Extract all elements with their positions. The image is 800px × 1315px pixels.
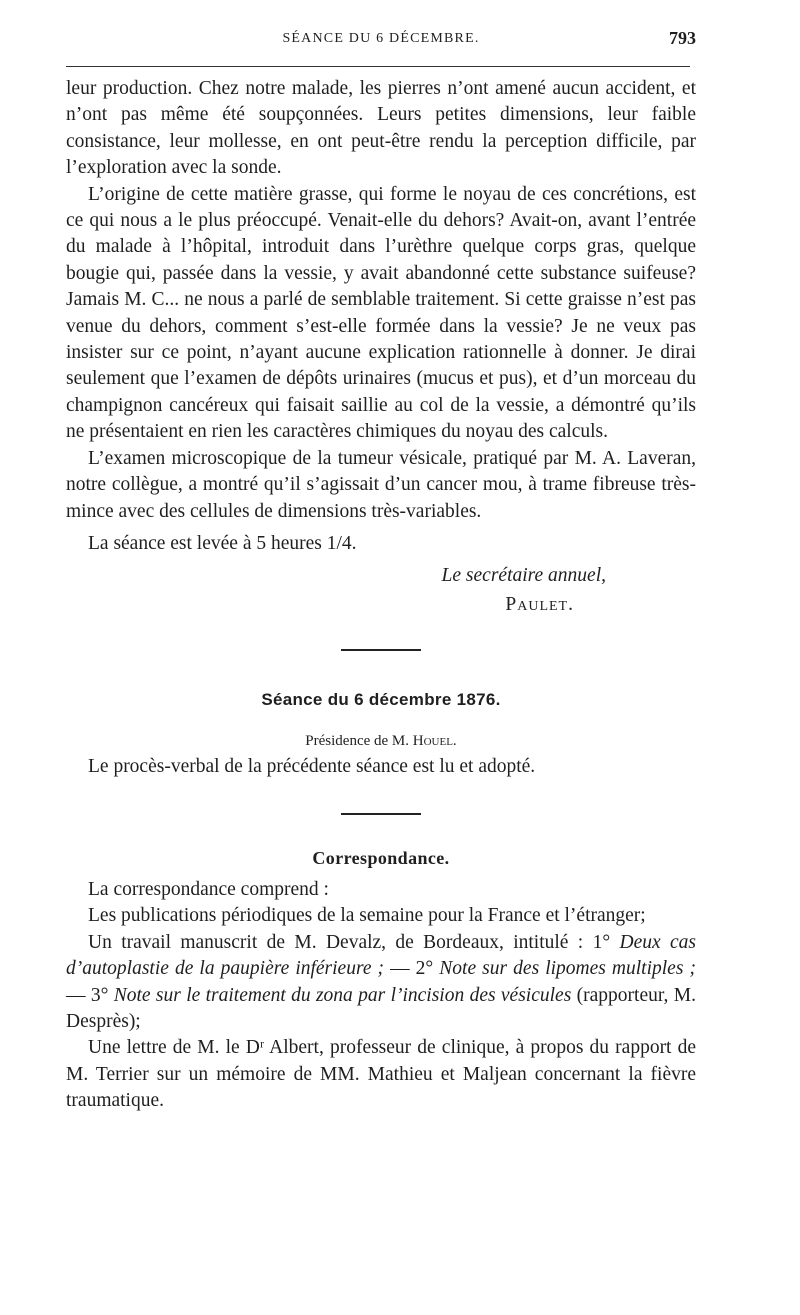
running-head [66, 28, 696, 50]
correspondance-intro: La correspondance comprend : [88, 878, 329, 900]
correspondance-item-devalz [66, 930, 696, 1036]
president-name: Houel. [412, 732, 457, 749]
correspondance-title: Correspondance. [312, 847, 450, 868]
devalz-reporter: (rapporteur, M. Desprès); [66, 984, 696, 1032]
running-title: SÉANCE DU 6 DÉCEMBRE. [282, 31, 480, 46]
devalz-intro: Un travail manuscrit de M. Devalz, de Bordeaux, intitulé : 1° [88, 931, 620, 953]
minutes-statement: Le procès-verbal de la précédente séance est lu et adopté. [88, 756, 536, 778]
paragraph-origin: L’origine de cette matière grasse, qui forme le noyau de ces concrétions, est ce qui nous a le plus préoccupé. Venait-elle du dehors? Avait-on, avant l’entrée du malade à l’hôpital, introduit dans l’urèthre quelque corps gras, quelque bougie qui, passée dans la vessie, y avait abandonné cette substance suifeuse? Jamais M. C... ne nous a parlé de semblable traitement. Si cette graisse n’est pas venue du dehors, comment s’est-elle formée dans la vessie? Je ne veux pas insister sur ce point, n’ayant aucune explication rationnelle à donner. Je dirai seulement que l’examen de dépôts urinaires (mucus et pus), et d’un morceau du champignon cancéreux qui faisait saillie au col de la vessie, a démontré qu’ils ne présentaient en rien les caractères chimiques du noyau des calculs. [66, 183, 696, 443]
signature-title: Le secrétaire annuel, [441, 565, 606, 587]
correspondance-item-publications: Les publications périodiques de la semaine pour la France et l’étranger; [88, 905, 646, 927]
devalz-sep-1: — 2° [384, 958, 440, 980]
paragraph-continuation: leur production. Chez notre malade, les pierres n’ont amené aucun accident, et n’ont pas même été soupçonnées. Leurs petites dimensions, leur faible consistance, leur mollesse, en ont peut-être rendu la perception difficile, par l’exploration avec la sonde. [66, 78, 696, 179]
devalz-work-1: Deux cas d’autoplastie de la paupière inférieure ; [66, 931, 696, 980]
devalz-work-3: Note sur le traitement du zona par l’incision des vésicules [113, 984, 572, 1006]
section-divider [341, 649, 421, 651]
presidency-prefix: Présidence de M. [305, 732, 413, 749]
paragraph-adjourn: La séance est levée à 5 heures 1/4. [88, 532, 357, 554]
signature-block [66, 561, 696, 619]
signature-name: Paulet. [505, 594, 574, 616]
devalz-work-2: Note sur des lipomes multiples ; [439, 958, 696, 980]
page-number: 793 [669, 28, 696, 48]
devalz-sep-2: — 3° [66, 984, 114, 1006]
paragraph-microscopy: L’examen microscopique de la tumeur vésicale, pratiqué par M. A. Laveran, notre collègue, a montré qu’il s’agissait d’un cancer mou, à trame fibreuse très-mince avec des cellules de dimensions très-variables. [66, 447, 696, 522]
presidency-line [66, 728, 696, 754]
session-title: Séance du 6 décembre 1876. [261, 690, 501, 710]
body-text [66, 76, 696, 1115]
correspondance-item-albert: Une lettre de M. le Dʳ Albert, professeur de clinique, à propos du rapport de M. Terrier sur un mémoire de MM. Mathieu et Maljean concernant la fièvre traumatique. [66, 1037, 696, 1112]
header-rule [66, 66, 690, 67]
section-divider-2 [341, 813, 421, 815]
